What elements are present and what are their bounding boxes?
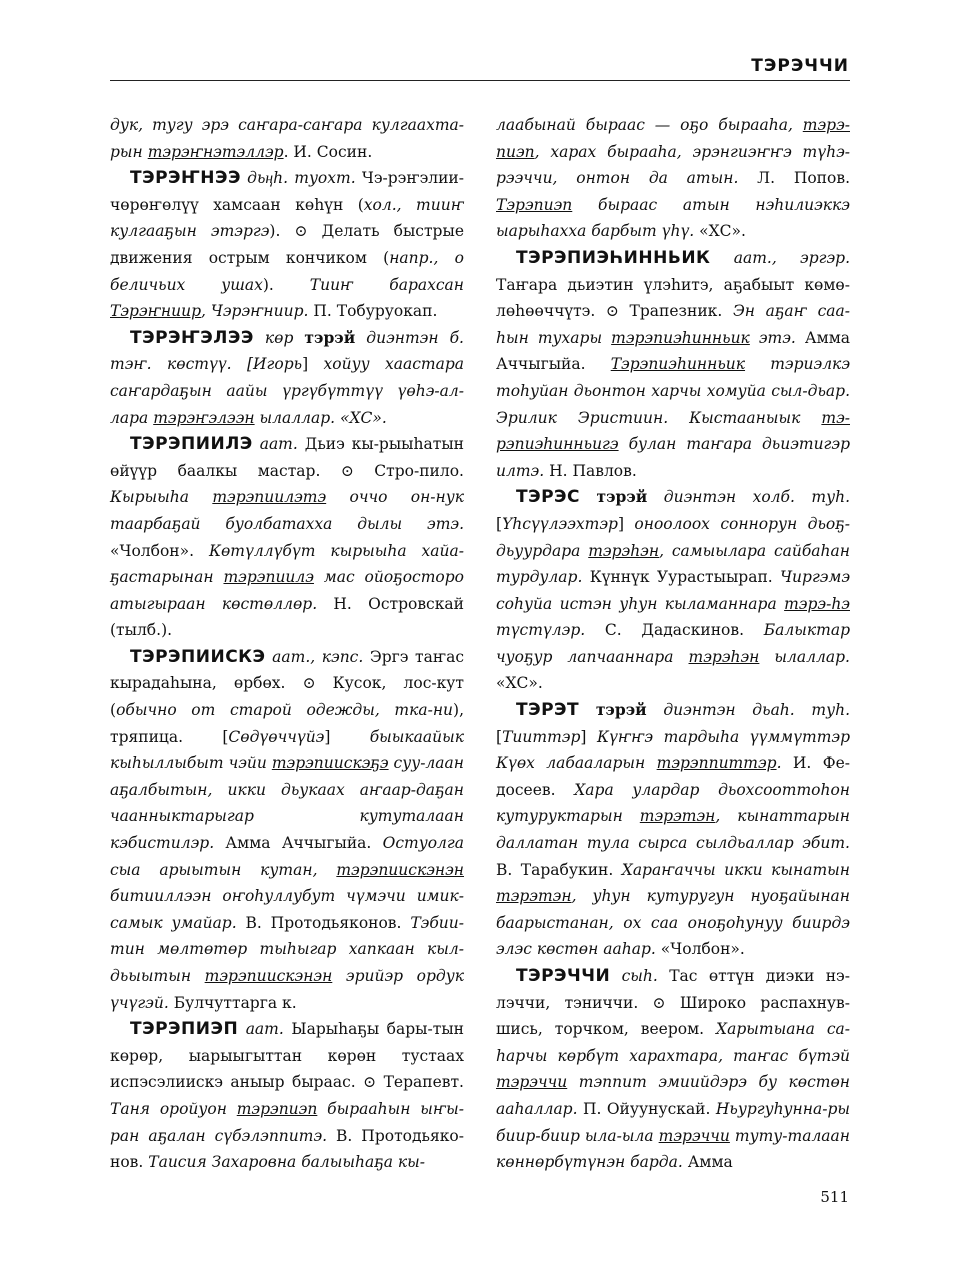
example-word: тэрэһэн xyxy=(588,541,660,560)
italic-text: Сөдүөччүйэ xyxy=(228,727,325,746)
dictionary-entry xyxy=(110,431,464,644)
italic-text: быыкаайык кыһыллыбыт чэйи xyxy=(110,727,464,773)
example-word: тэрэччи xyxy=(658,1126,730,1145)
body-text: «Чолбон». xyxy=(110,541,209,560)
italic-text: Игорь xyxy=(253,355,303,374)
italic-text: , харах бырааһа, эрэнгиэҥҥэ түһэ-рээччи, онтон да атын. xyxy=(496,142,850,188)
dictionary-entry xyxy=(496,697,850,963)
italic-text: напр., о беличьих ушах xyxy=(110,248,464,294)
italic-text: , самыылара сайбаһан турдулар. xyxy=(496,541,850,587)
italic-text: Кырыыһа xyxy=(110,488,213,507)
italic-text: оноолоох соннорун дьоҕ-дьуурдара xyxy=(496,514,850,560)
body-text: П. Ойуунускай. xyxy=(577,1099,716,1118)
italic-text: Таисия Захаровна балыыһаҕа кы- xyxy=(148,1153,426,1172)
italic-text: диэнтэн дьаһ. туһ. xyxy=(646,701,851,720)
italic-text: аат., кэпс. xyxy=(265,647,364,666)
italic-text: тэриэлкэ тоһуйан дьонтон харчы хомуйа сыл-дьар. Эрилик Эристиин. Кыстааныык xyxy=(496,355,850,427)
italic-text: аат. xyxy=(238,1020,284,1039)
reference-word: тэрэй xyxy=(596,487,648,507)
headword: ТЭРЭПИЭП xyxy=(130,1019,239,1040)
italic-text: диэнтэн б. тэҥ. көстүү. [ xyxy=(110,328,464,374)
body-text: Эргэ таҥас кырадаһына, өрбөх. ⊙ Кусок, лос-кут ( xyxy=(110,647,464,720)
dictionary-entry xyxy=(496,245,850,484)
italic-text: Чиргэмэ соһуйа истэн уһун кыламаннара xyxy=(496,568,850,613)
example-word: тэрэччи xyxy=(496,1073,568,1092)
italic-text: Тииттэр xyxy=(502,727,581,746)
body-text: В. Протодьяко-нов. xyxy=(110,1126,464,1172)
body-text: В. Тарабукин. xyxy=(496,860,622,879)
italic-text: ылаллар. «ХС». xyxy=(254,408,387,427)
body-text: ). ⊙ Делать быстрые движения острым кончиком ( xyxy=(110,222,464,267)
italic-text: Көтүллүбүт кырыыһа хайа-ҕастарынан xyxy=(110,541,464,587)
body-text: «Чолбон». xyxy=(655,940,745,959)
italic-text: бырааһын ыҥы-ран аҕалан сүбэлэппитэ. xyxy=(110,1099,464,1145)
italic-text: эрийэр ордук үчүгэй. xyxy=(110,967,464,1012)
body-text: Күннүк Уурастыырап. xyxy=(582,568,781,587)
example-word: тэрэтэн xyxy=(639,807,716,826)
italic-text: мас ойоҕосторо атыгыраан көстөллөр. xyxy=(110,568,464,613)
italic-text: быраас атын нэһилиэккэ ыарыһахха барбыт үһү. xyxy=(496,195,850,241)
italic-text: аат., эргэр. xyxy=(710,248,850,267)
right-column xyxy=(496,112,850,1176)
dictionary-entry xyxy=(110,165,464,325)
headword: ТЭРЭПИЭҺИННЬИК xyxy=(516,247,711,268)
body-text: В. Протодьяконов. xyxy=(236,913,411,932)
body-text: «ХС». xyxy=(694,222,746,241)
dictionary-entry xyxy=(496,484,850,697)
body-text: Дьиэ кы-рыыһатын өйүүр баалкы мастар. ⊙ Стро-пило. xyxy=(110,435,464,480)
body-text: Тас өттүн диэки нэ-лэччи, тэниччи. ⊙ Широко распахнув-шись, торчком, веером. xyxy=(496,967,850,1039)
italic-text: обычно от старой одежды, тка-ни xyxy=(116,701,454,720)
body-text: П. Тобуруокап. xyxy=(308,302,438,321)
body-text: . И. Сосин. xyxy=(283,142,373,161)
dictionary-entry xyxy=(110,1016,464,1176)
dictionary-entry xyxy=(110,644,464,1016)
italic-text: диэнтэн холб. туһ. xyxy=(647,488,850,507)
example-word: тэрэпиилэ xyxy=(223,568,314,587)
italic-text: Эн аҕаҥ саа-һын тухары xyxy=(496,302,850,347)
italic-text: Ньургуһунна-ры биир-биир ыла-ыла xyxy=(496,1099,850,1145)
body-text: Л. Попов. xyxy=(738,169,850,188)
italic-text: Балыктар чуоҕур лапчааннара xyxy=(496,621,850,666)
entry-continuation xyxy=(496,112,850,245)
italic-text: дук, тугу эрэ саҥара-саҥара кулгаахта-рын xyxy=(110,116,464,161)
italic-text: Күҥҥэ тардыһа үүммүттэр Күөх лабааларын xyxy=(496,727,850,773)
body-text xyxy=(579,701,596,719)
example-word: тэрэппиттэр xyxy=(656,754,777,773)
italic-text: туту-талаан көннөрбүтүнэн барда. xyxy=(496,1126,851,1172)
italic-text: лаабынай быраас — оҕо бырааһа, xyxy=(496,116,803,134)
italic-text: Таня оройуон xyxy=(110,1099,237,1118)
reference-word: тэрэй xyxy=(304,327,356,347)
italic-text: , Чэрэҥниир. xyxy=(201,302,309,321)
body-text: Амма Аччыгыйа. xyxy=(496,328,850,374)
headword: ТЭРЭС xyxy=(516,487,580,508)
example-word: тэрэпиискэнэн xyxy=(204,967,333,985)
italic-text: ылаллар. xyxy=(759,647,850,666)
body-text: С. Дадаскинов. xyxy=(585,621,764,640)
italic-text: , уһун кутуругун нуоҕайынан баарыстанан, ох саа оноҕоһунуу биирдэ элэс көстөн ааһар. xyxy=(496,887,850,959)
example-word: Тэрэпиэһинньик xyxy=(610,355,746,374)
headword: ТЭРЭҤЭЛЭЭ xyxy=(130,327,254,348)
example-word: тэрэ-пиэп xyxy=(496,116,850,161)
italic-text: битииллээн оҥоһуллубут чүмэчи имик-самык умайар. xyxy=(110,887,464,932)
header-rule xyxy=(110,80,850,81)
body-text: Ыарыһаҕы бары-тын көрөр, ыарыыгыттан көрөн тустаах испэсэлиискэ аныыр быраас. ⊙ Терапевт. xyxy=(110,1020,464,1092)
left-column xyxy=(110,112,464,1176)
body-text: Н. Павлов. xyxy=(544,461,637,480)
dictionary-entry xyxy=(496,963,850,1176)
italic-text: Хараҥаччы икки кынатын xyxy=(621,860,850,879)
example-word: тэрэ-һэ xyxy=(784,594,850,613)
example-word: Тэрэҥниир xyxy=(110,302,202,321)
example-word: тэ-рэпиэһинньигэ xyxy=(496,408,850,454)
page-number: 511 xyxy=(820,1188,849,1206)
running-head: ТЭРЭЧЧИ xyxy=(751,56,849,76)
body-text: ). xyxy=(262,275,310,294)
italic-text: хол., тииҥ кулгааҕын этэргэ xyxy=(110,195,465,241)
italic-text: Остуолга сыа арыытын кутан, xyxy=(110,834,464,879)
body-text: [ xyxy=(496,727,503,746)
italic-text: сыһ. xyxy=(610,967,658,985)
body-text: Булчуттарга к. xyxy=(168,993,297,1012)
headword: ТЭРЭЧЧИ xyxy=(516,966,611,986)
italic-text: тэппит эмиийдэрэ бу көстөн ааһаллар. xyxy=(496,1073,850,1118)
italic-text: этэ. xyxy=(749,328,796,347)
example-word: тэрэпиэп xyxy=(236,1099,318,1118)
headword: ТЭРЭҤНЭЭ xyxy=(130,168,241,189)
example-word: тэрэпиэһинньик xyxy=(611,328,750,347)
body-text: Чэ-рэҥэлии-чөрөҥөлүү хамсаан көһүн ( xyxy=(110,169,464,214)
italic-text: Хара улардар дьохсооттоһон кутуруктарын xyxy=(496,780,850,826)
italic-text: оччо он-нук таарбаҕай буолбатахха дылы этэ. xyxy=(110,488,464,533)
example-word: тэрэтэн xyxy=(496,887,572,906)
dictionary-entry xyxy=(110,325,464,431)
body-text: «ХС». xyxy=(496,674,543,693)
body-text: ] xyxy=(580,727,597,746)
example-word: тэрэпиилэтэ xyxy=(212,488,327,507)
italic-text: түстүлэр. xyxy=(496,621,586,640)
headword: ТЭРЭТ xyxy=(516,700,580,721)
body-text: И. Фе-досеев. xyxy=(496,754,850,799)
italic-text: аат. xyxy=(252,435,298,454)
example-word: тэрэҥнэтэллэр xyxy=(147,142,284,161)
italic-text: , кынаттарын даллатан тула сырса сылдьаллар эбит. xyxy=(496,807,851,853)
example-word: Тэрэпиэп xyxy=(496,195,573,214)
italic-text: көр xyxy=(253,328,305,347)
example-word: тэрэпиискэнэн xyxy=(336,860,464,879)
italic-text: дьӊһ. туохт. xyxy=(240,169,356,188)
italic-text: булан таҥара дьиэтигэр илтэ. xyxy=(496,435,850,480)
headword: ТЭРЭПИИЛЭ xyxy=(130,434,253,455)
body-text: Амма xyxy=(682,1153,733,1172)
italic-text: Үһсүүлээхтэр xyxy=(502,514,618,533)
italic-text: Тииҥ барахсан xyxy=(309,275,464,294)
italic-text: хойуу хаастара саҥардаҕын аайы үргүбүттүү үөһэ-ал-лара xyxy=(110,355,464,427)
reference-word: тэрэй xyxy=(595,700,647,720)
body-text: ] xyxy=(324,727,370,746)
italic-text: Тэбии-тин мөлтөтөр тыһыгар хапкаан кыл-дьыытын xyxy=(110,913,464,985)
body-text: [ xyxy=(496,514,503,533)
body-text: ] xyxy=(617,514,635,533)
example-word: тэрэпиискэҕэ xyxy=(271,754,389,773)
italic-text: суу-лаан аҕалбытын, икки дьукаах аҥаар-даҕан чаанныктарыгар кутуталаан кэбистилэр. xyxy=(110,754,464,853)
body-text: Амма Аччыгыйа. xyxy=(214,834,383,853)
headword: ТЭРЭПИИСКЭ xyxy=(130,646,266,667)
italic-text: Харытыана са-һарчы көрбүт харахтара, таҥас бүтэй xyxy=(496,1020,850,1065)
example-word: тэрэһэн xyxy=(688,647,760,666)
entry-continuation xyxy=(110,112,464,165)
body-text: ), тряпица. [ xyxy=(110,701,464,746)
example-word: тэрэҥэлээн xyxy=(153,408,255,427)
body-text: ] xyxy=(302,355,324,374)
italic-text: . xyxy=(776,754,782,773)
body-text xyxy=(580,488,597,506)
body-text: Н. Островскай (тылб.). xyxy=(110,594,464,640)
body-text: Таҥара дьиэтин үлэһитэ, аҕабыыт көмө-лөһөөччүтэ. ⊙ Трапезник. xyxy=(496,275,850,321)
